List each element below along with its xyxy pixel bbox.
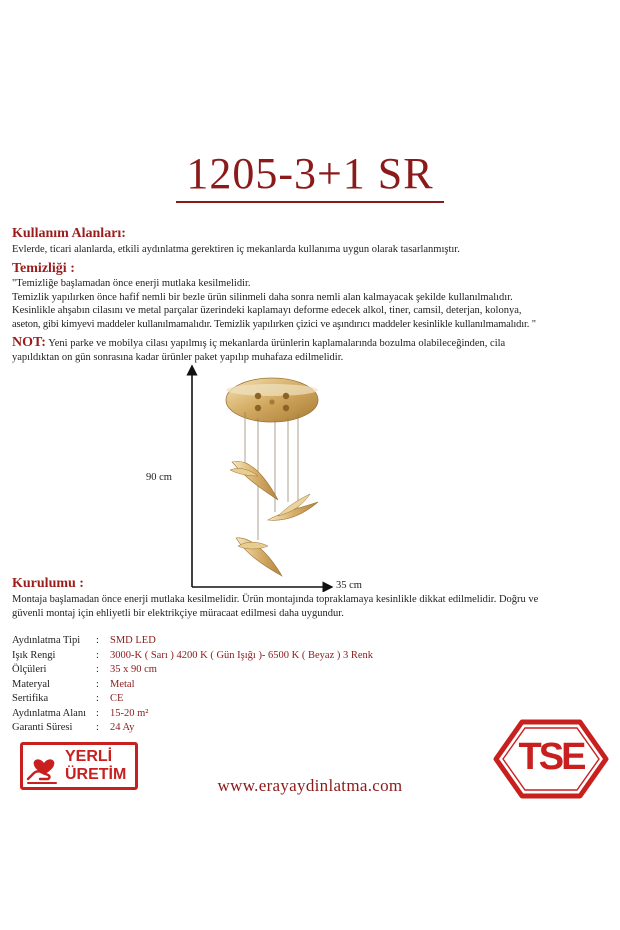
spec-colon: : — [96, 664, 99, 675]
cleaning-line: aseton, gibi kimyevi maddeler kullanılmamalıdır. Temizlik yapılırken çizici ve aşındırıcı maddeler kesinlikle kullanılmamalıdır. " — [12, 318, 536, 330]
product-title: 1205-3+1 SR — [186, 149, 434, 198]
spec-row — [12, 663, 373, 678]
spec-label: Garanti Süresi — [12, 722, 73, 733]
cleaning-text — [12, 277, 620, 331]
spec-row — [12, 634, 373, 649]
spec-colon: : — [96, 678, 99, 690]
usage-heading: Kullanım Alanları: — [12, 226, 126, 241]
spec-value: 15-20 m² — [110, 707, 149, 719]
installation-line-2: güvenli montaj için ehliyetli bir elektrikçiye müracaat edilmesi daha uygundur. — [12, 607, 344, 619]
canopy — [226, 378, 318, 422]
leaf-pendants — [230, 461, 318, 576]
spec-label: Materyal — [12, 678, 50, 690]
spec-value: 35 x 90 cm — [110, 664, 157, 675]
spec-label: Aydınlatma Tipi — [12, 635, 81, 646]
height-label: 90 cm — [146, 472, 172, 483]
badge-line-2: ÜRETİM — [65, 766, 127, 783]
width-label: 35 cm — [336, 580, 362, 591]
installation-line-1: Montaja başlamadan önce enerji mutlaka kesilmelidir. Ürün montajında topraklamaya kesinlikle dikkat edilmelidir. Doğru ve — [12, 594, 539, 605]
spec-value: SMD LED — [110, 635, 156, 646]
cleaning-line: Kesinlikle ahşabın cilasını ve metal parçalar üzerindeki kaplamayı deforme edecek alkol, tiner, camsil, deterjan, kolonya, — [12, 305, 522, 316]
title-underline — [176, 201, 444, 203]
spec-label: Sertifika — [12, 693, 49, 704]
spec-label: Işık Rengi — [12, 649, 56, 661]
installation-text — [12, 593, 620, 620]
spec-value: 3000-K ( Sarı ) 4200 K ( Gün Işığı )- 6500 K ( Beyaz ) 3 Renk — [110, 649, 374, 661]
spec-colon: : — [96, 635, 99, 646]
tse-logo — [492, 718, 610, 800]
spec-colon: : — [96, 693, 99, 704]
note-line-2: yapıldıktan on gün sonrasına kadar ürünler paket yapılıp muhafaza edilmelidir. — [12, 351, 344, 363]
spec-colon: : — [96, 722, 99, 733]
installation-heading: Kurulumu : — [12, 576, 84, 591]
spec-row — [12, 649, 373, 664]
cleaning-line: Temizlik yapılırken önce hafif nemli bir bezle ürün silinmeli daha sonra nemli alan kalmayacak şekilde kullanılmalıdır. — [12, 291, 513, 303]
spec-value: Metal — [110, 678, 135, 690]
spec-row — [12, 678, 373, 693]
tse-text: TSE — [518, 736, 584, 778]
spec-colon: : — [96, 649, 99, 661]
spec-table — [12, 634, 373, 736]
cleaning-heading: Temizliği : — [12, 261, 75, 276]
cleaning-line: "Temizliğe başlamadan önce enerji mutlaka kesilmelidir. — [12, 278, 251, 289]
note-label: NOT: — [12, 335, 46, 350]
spec-row — [12, 692, 373, 707]
spec-value: 24 Ay — [110, 722, 135, 733]
spec-value: CE — [110, 693, 124, 704]
website-url[interactable]: www.erayaydinlatma.com — [217, 776, 403, 795]
spec-row — [12, 721, 373, 736]
badge-line-1: YERLİ — [65, 748, 113, 765]
spec-row — [12, 707, 373, 722]
product-diagram — [150, 362, 370, 592]
spec-colon: : — [96, 707, 99, 719]
spec-label: Aydınlatma Alanı — [12, 707, 86, 719]
note-line-1: Yeni parke ve mobilya cilası yapılmış iç mekanlarda ürünlerin kaplamalarında bozulma olabileceğinden, cila — [45, 338, 506, 349]
spec-label: Ölçüleri — [12, 664, 47, 675]
note-block — [12, 336, 612, 364]
usage-text: Evlerde, ticari alanlarda, etkili aydınlatma gerektiren iç mekanlarda kullanıma uygun olarak tasarlanmıştır. — [12, 244, 460, 255]
